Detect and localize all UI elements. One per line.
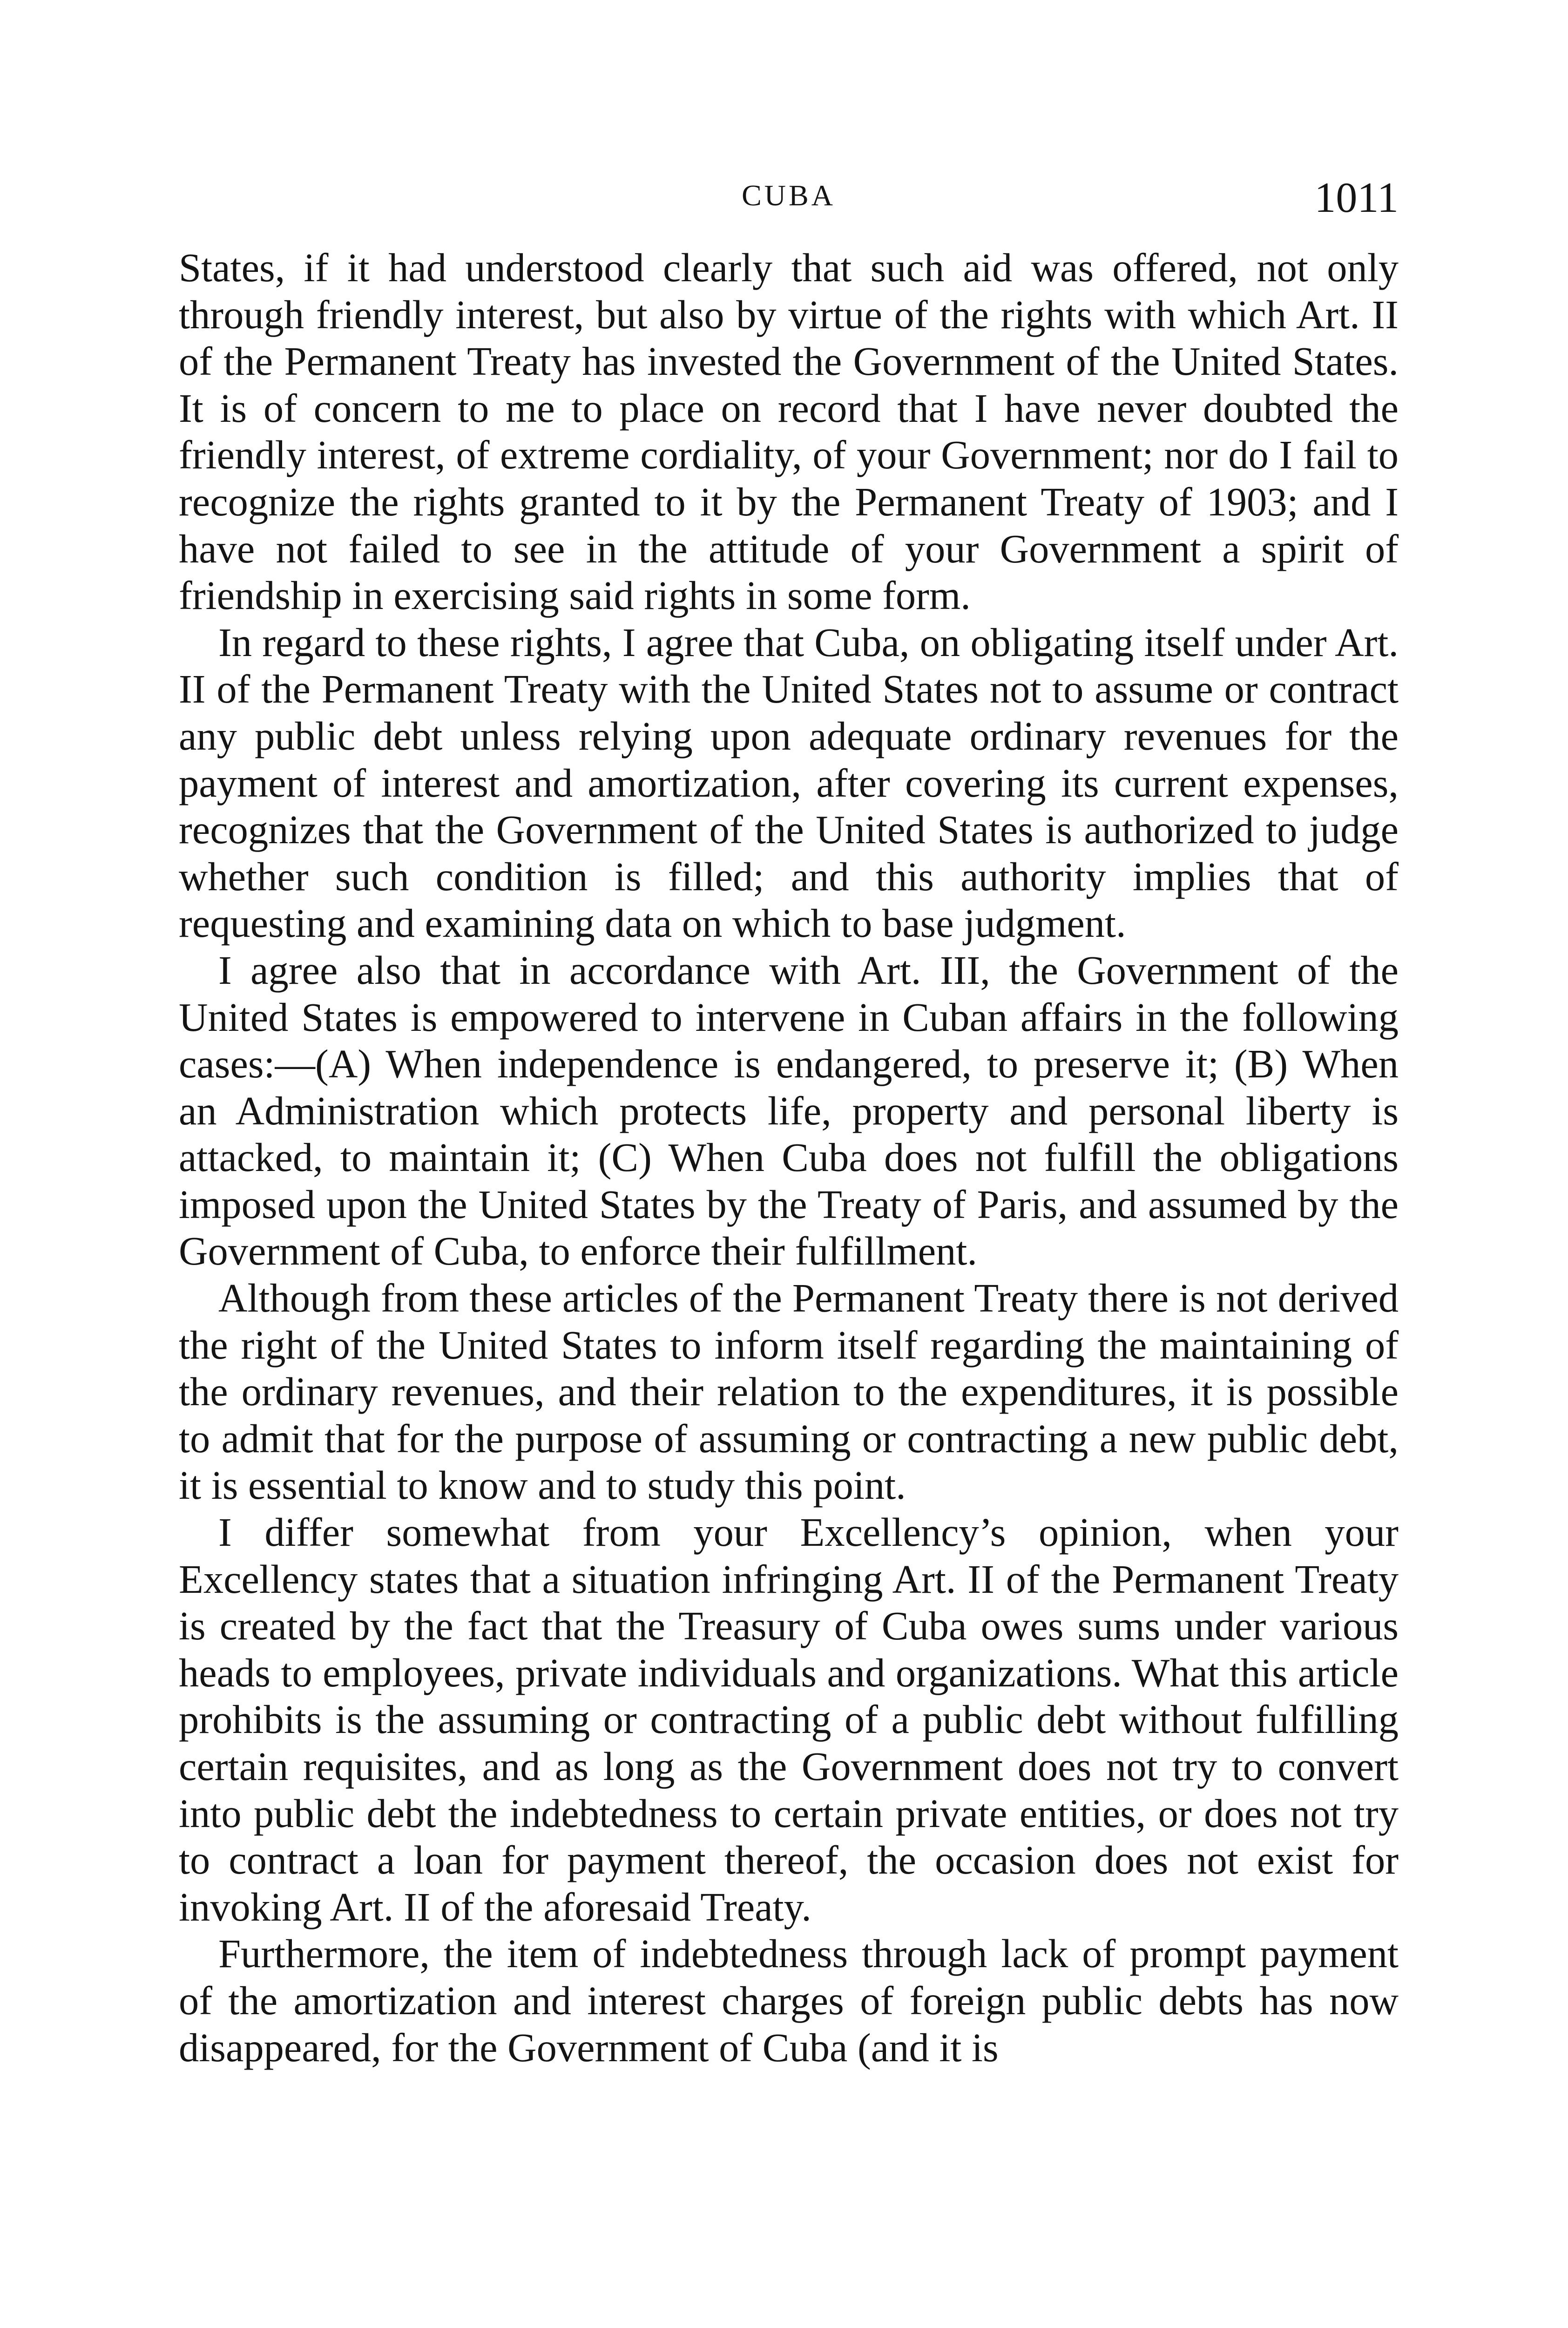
- page-number: 1011: [1314, 174, 1399, 221]
- running-head: CUBA: [742, 179, 836, 212]
- paragraph: Although from these articles of the Permanent Treaty there is not derived the right of the United States to inform itself regarding the maintaining of the ordinary revenues, and their relation to the expenditures, it is possible to admit that for the purpose of assuming or contracting a new public debt, it is essential to know and to study this point.: [179, 1276, 1399, 1508]
- body-text: [179, 244, 1399, 2071]
- paragraph-continued: States, if it had understood clearly that such aid was offered, not only through friendly interest, but also by virtue of the rights with which Art. II of the Permanent Treaty has invested the Government of the United States. It is of concern to me to place on record that I have never doubted the friendly interest, of extreme cordiality, of your Government; nor do I fail to recognize the rights granted to it by the Permanent Treaty of 1903; and I have not failed to see in the attitude of your Government a spirit of friendship in exercising said rights in some form.: [179, 245, 1399, 618]
- paragraph: Furthermore, the item of indebtedness through lack of prompt payment of the amortization and interest charges of foreign public debts has now disappeared, for the Government of Cuba (and it is: [179, 1931, 1399, 2070]
- paragraph: I agree also that in accordance with Art. III, the Government of the United States is empowered to intervene in Cuban affairs in the following cases:—(A) When independence is endangered, to preserve it; (B) When an Administration which protects life, property and personal liberty is attacked, to maintain it; (C) When Cuba does not fulfill the obligations imposed upon the United States by the Treaty of Paris, and assumed by the Government of Cuba, to enforce their fulfillment.: [179, 947, 1399, 1274]
- page-header: [179, 168, 1399, 223]
- paragraph: In regard to these rights, I agree that Cuba, on obligating itself under Art. II of the Permanent Treaty with the United States not to assume or contract any public debt unless relying upon adequate ordinary revenues for the payment of interest and amortization, after covering its current expenses, recognizes that the Government of the United States is authorized to judge whether such condition is filled; and this authority implies that of requesting and examining data on which to base judgment.: [179, 620, 1399, 946]
- paragraph: I differ somewhat from your Excellency’s opinion, when your Excellency states that a situation infringing Art. II of the Permanent Treaty is created by the fact that the Treasury of Cuba owes sums under various heads to employees, private individuals and organizations. What this article prohibits is the assuming or contracting of a public debt without fulfilling certain requisites, and as long as the Government does not try to convert into public debt the indebtedness to certain private entities, or does not try to contract a loan for payment thereof, the occasion does not exist for invoking Art. II of the aforesaid Treaty.: [179, 1510, 1399, 1929]
